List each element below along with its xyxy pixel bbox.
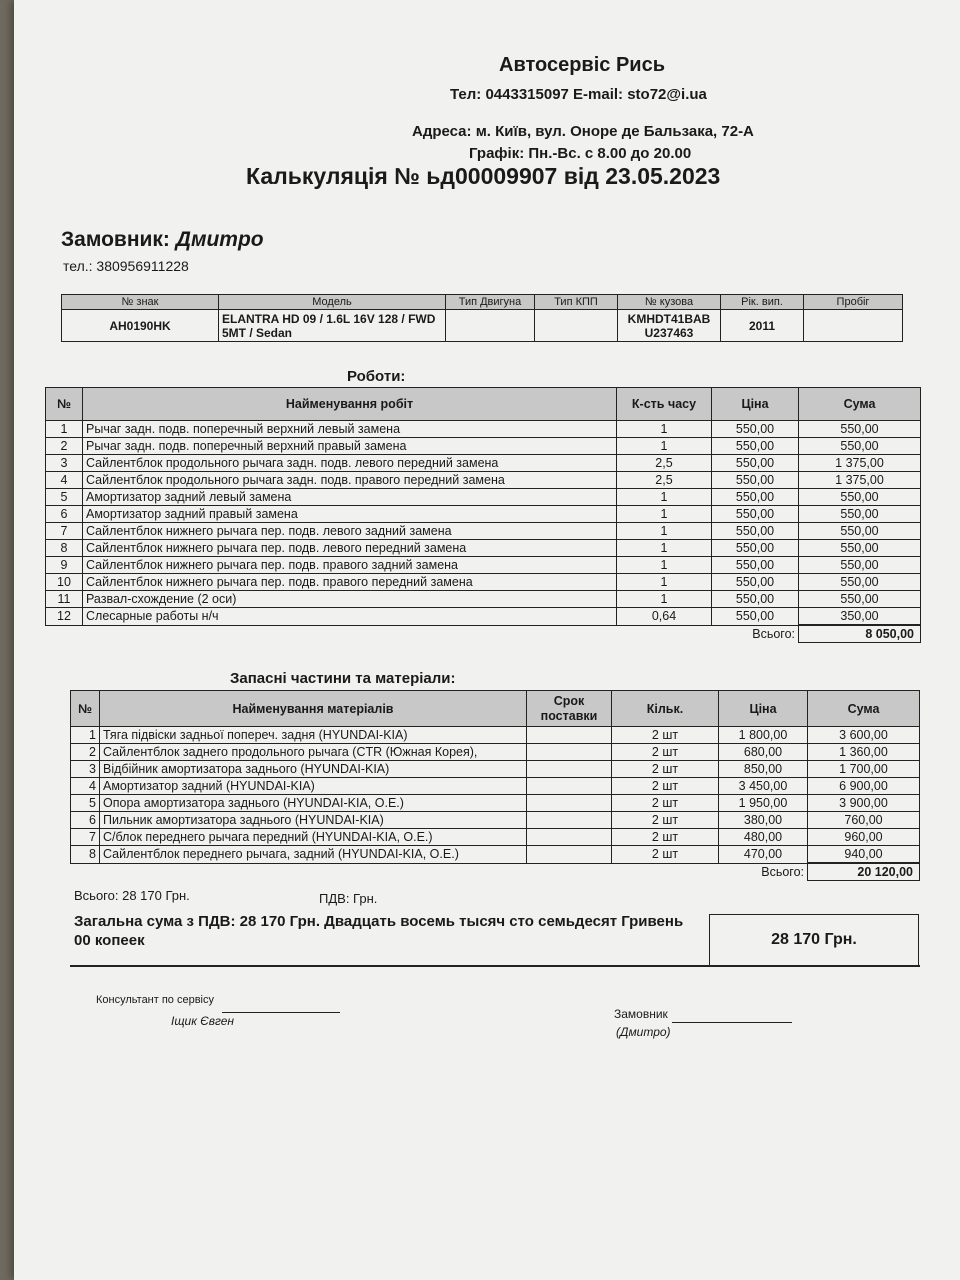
vehicle-header-cell: № кузова <box>618 295 721 310</box>
works-cell-sum: 550,00 <box>799 574 921 591</box>
vehicle-year: 2011 <box>721 310 804 342</box>
grand-total-text: Загальна сума з ПДВ: 28 170 Грн. Двадцать восемь тысяч сто семьдесят Гривень 00 копеек <box>74 913 684 949</box>
grand-total-box: 28 170 Грн. <box>709 914 919 966</box>
works-row <box>46 438 921 455</box>
works-cell-name: Сайлентблок нижнего рычага пер. подв. левого задний замена <box>83 523 617 540</box>
vehicle-data-row <box>62 310 903 342</box>
works-cell-price: 550,00 <box>712 523 799 540</box>
parts-cell-sum: 960,00 <box>808 829 920 846</box>
parts-cell-price: 850,00 <box>719 761 808 778</box>
works-cell-sum: 1 375,00 <box>799 455 921 472</box>
works-cell-sum: 550,00 <box>799 506 921 523</box>
works-cell-price: 550,00 <box>712 608 799 626</box>
consultant-label: Консультант по сервісу <box>96 994 215 1006</box>
works-cell-name: Развал-схождение (2 оси) <box>83 591 617 608</box>
parts-cell-price: 680,00 <box>719 744 808 761</box>
works-row <box>46 608 921 626</box>
works-table <box>45 387 921 643</box>
works-cell-name: Рычаг задн. подв. поперечный верхний правый замена <box>83 438 617 455</box>
vehicle-gearbox <box>535 310 618 342</box>
works-cell-name: Сайлентблок продольного рычага задн. подв. правого передний замена <box>83 472 617 489</box>
parts-cell-price: 380,00 <box>719 812 808 829</box>
summary-vat: ПДВ: Грн. <box>319 891 378 906</box>
vehicle-mileage <box>804 310 903 342</box>
parts-cell-sum: 1 360,00 <box>808 744 920 761</box>
parts-table <box>70 690 920 881</box>
works-cell-name: Слесарные работы н/ч <box>83 608 617 626</box>
parts-total-value: 20 120,00 <box>808 863 920 881</box>
works-cell-price: 550,00 <box>712 438 799 455</box>
works-cell-name: Амортизатор задний правый замена <box>83 506 617 523</box>
vehicle-engine <box>446 310 535 342</box>
works-row <box>46 472 921 489</box>
parts-cell-qty: 2 шт <box>612 846 719 864</box>
works-row <box>46 455 921 472</box>
parts-section-title: Запасні частини та матеріали: <box>230 670 456 687</box>
company-address: Адреса: м. Київ, вул. Оноре де Бальзака, 72-А <box>412 123 754 140</box>
works-row <box>46 591 921 608</box>
parts-cell-term <box>527 778 612 795</box>
parts-cell-price: 1 800,00 <box>719 727 808 744</box>
parts-row <box>71 744 920 761</box>
parts-cell-term <box>527 846 612 864</box>
works-row <box>46 540 921 557</box>
vehicle-model: ELANTRA HD 09 / 1.6L 16V 128 / FWD 5MT / Sedan <box>219 310 446 342</box>
parts-cell-term <box>527 744 612 761</box>
works-cell-name: Сайлентблок нижнего рычага пер. подв. правого передний замена <box>83 574 617 591</box>
parts-total-label: Всього: <box>761 865 804 879</box>
works-cell-qty: 1 <box>617 574 712 591</box>
works-cell-n: 9 <box>46 557 83 574</box>
works-total-value: 8 050,00 <box>799 625 921 643</box>
parts-cell-qty: 2 шт <box>612 778 719 795</box>
parts-cell-sum: 760,00 <box>808 812 920 829</box>
parts-cell-sum: 3 900,00 <box>808 795 920 812</box>
works-cell-qty: 1 <box>617 506 712 523</box>
parts-body <box>71 727 920 864</box>
vehicle-table <box>61 294 903 342</box>
works-cell-qty: 1 <box>617 438 712 455</box>
parts-cell-n: 3 <box>71 761 100 778</box>
parts-cell-n: 1 <box>71 727 100 744</box>
works-cell-n: 7 <box>46 523 83 540</box>
parts-header-cell: Кільк. <box>612 691 719 727</box>
parts-cell-price: 480,00 <box>719 829 808 846</box>
vehicle-header-cell: Пробіг <box>804 295 903 310</box>
parts-header-row <box>71 691 920 727</box>
parts-row <box>71 829 920 846</box>
company-name: Автосервіс Рись <box>499 54 666 76</box>
works-cell-n: 6 <box>46 506 83 523</box>
vehicle-header-cell: Тип Двигуна <box>446 295 535 310</box>
parts-header-cell: Найменування матеріалів <box>100 691 527 727</box>
works-cell-sum: 550,00 <box>799 591 921 608</box>
works-cell-qty: 0,64 <box>617 608 712 626</box>
parts-cell-sum: 3 600,00 <box>808 727 920 744</box>
parts-cell-n: 7 <box>71 829 100 846</box>
works-cell-n: 10 <box>46 574 83 591</box>
parts-cell-n: 5 <box>71 795 100 812</box>
parts-cell-qty: 2 шт <box>612 812 719 829</box>
parts-cell-term <box>527 812 612 829</box>
vehicle-header-cell: Модель <box>219 295 446 310</box>
works-header-row <box>46 388 921 421</box>
works-cell-n: 4 <box>46 472 83 489</box>
works-cell-sum: 550,00 <box>799 557 921 574</box>
parts-row <box>71 795 920 812</box>
parts-cell-sum: 1 700,00 <box>808 761 920 778</box>
works-cell-name: Сайлентблок нижнего рычага пер. подв. правого задний замена <box>83 557 617 574</box>
summary-total: Всього: 28 170 Грн. <box>74 888 190 903</box>
parts-cell-name: Відбійник амортизатора заднього (HYUNDAI-KIA) <box>100 761 527 778</box>
parts-cell-n: 2 <box>71 744 100 761</box>
parts-cell-price: 1 950,00 <box>719 795 808 812</box>
parts-header-cell: Ціна <box>719 691 808 727</box>
works-body <box>46 421 921 626</box>
works-cell-sum: 1 375,00 <box>799 472 921 489</box>
works-cell-n: 11 <box>46 591 83 608</box>
customer-signature-label: Замовник <box>614 1007 668 1021</box>
works-cell-sum: 550,00 <box>799 421 921 438</box>
parts-cell-name: Сайлентблок заднего продольного рычага (CTR (Южная Корея), <box>100 744 527 761</box>
works-cell-name: Амортизатор задний левый замена <box>83 489 617 506</box>
works-cell-price: 550,00 <box>712 540 799 557</box>
parts-row <box>71 778 920 795</box>
parts-cell-name: Сайлентблок переднего рычага, задний (HYUNDAI-KIA, O.E.) <box>100 846 527 864</box>
parts-cell-term <box>527 761 612 778</box>
works-row <box>46 574 921 591</box>
works-cell-price: 550,00 <box>712 591 799 608</box>
works-cell-qty: 1 <box>617 523 712 540</box>
customer-name: Дмитро <box>175 228 264 251</box>
parts-cell-sum: 940,00 <box>808 846 920 864</box>
vehicle-header-row <box>62 295 903 310</box>
works-cell-sum: 350,00 <box>799 608 921 626</box>
calculation-title: Калькуляція № ьд00009907 від 23.05.2023 <box>246 163 721 189</box>
customer-label: Замовник: <box>61 228 170 251</box>
parts-cell-qty: 2 шт <box>612 829 719 846</box>
parts-cell-price: 3 450,00 <box>719 778 808 795</box>
consultant-name: Іщик Євген <box>171 1014 235 1028</box>
parts-header-cell: Сума <box>808 691 920 727</box>
parts-cell-name: Тяга підвіски задньої попереч. задня (HYUNDAI-KIA) <box>100 727 527 744</box>
works-total-label: Всього: <box>752 627 795 641</box>
works-cell-price: 550,00 <box>712 506 799 523</box>
parts-cell-name: Опора амортизатора заднього (HYUNDAI-KIA, O.E.) <box>100 795 527 812</box>
works-section-title: Роботи: <box>347 368 406 385</box>
consultant-signature-line <box>222 1012 340 1013</box>
parts-cell-name: С/блок переднего рычага передний (HYUNDAI-KIA, O.E.) <box>100 829 527 846</box>
works-cell-name: Сайлентблок продольного рычага задн. подв. левого передний замена <box>83 455 617 472</box>
vehicle-plate: AH0190HK <box>62 310 219 342</box>
works-header-cell: № <box>46 388 83 421</box>
works-row <box>46 421 921 438</box>
vehicle-header-cell: № знак <box>62 295 219 310</box>
works-row <box>46 523 921 540</box>
parts-cell-term <box>527 795 612 812</box>
works-cell-n: 2 <box>46 438 83 455</box>
parts-cell-name: Амортизатор задний (HYUNDAI-KIA) <box>100 778 527 795</box>
works-cell-sum: 550,00 <box>799 438 921 455</box>
parts-cell-n: 6 <box>71 812 100 829</box>
works-cell-n: 3 <box>46 455 83 472</box>
company-contacts: Тел: 0443315097 E-mail: sto72@i.ua <box>450 86 707 103</box>
works-row <box>46 506 921 523</box>
works-header-cell: Сума <box>799 388 921 421</box>
works-cell-sum: 550,00 <box>799 540 921 557</box>
document-sheet <box>14 0 960 1280</box>
works-cell-qty: 1 <box>617 421 712 438</box>
customer-phone: тел.: 380956911228 <box>63 258 189 274</box>
vehicle-header-cell: Тип КПП <box>535 295 618 310</box>
works-cell-n: 1 <box>46 421 83 438</box>
works-cell-price: 550,00 <box>712 557 799 574</box>
works-cell-price: 550,00 <box>712 472 799 489</box>
parts-cell-term <box>527 727 612 744</box>
vehicle-vin: KMHDT41BAB U237463 <box>618 310 721 342</box>
works-cell-name: Сайлентблок нижнего рычага пер. подв. левого передний замена <box>83 540 617 557</box>
works-cell-price: 550,00 <box>712 421 799 438</box>
parts-total-row <box>71 863 920 881</box>
works-cell-qty: 1 <box>617 489 712 506</box>
parts-row <box>71 846 920 864</box>
works-cell-qty: 2,5 <box>617 455 712 472</box>
works-cell-qty: 1 <box>617 591 712 608</box>
parts-cell-name: Пильник амортизатора заднього (HYUNDAI-KIA) <box>100 812 527 829</box>
works-header-cell: Ціна <box>712 388 799 421</box>
parts-cell-qty: 2 шт <box>612 761 719 778</box>
works-cell-qty: 2,5 <box>617 472 712 489</box>
parts-header-cell: Срок поставки <box>527 691 612 727</box>
parts-header-cell: № <box>71 691 100 727</box>
works-cell-n: 5 <box>46 489 83 506</box>
works-cell-qty: 1 <box>617 557 712 574</box>
works-cell-n: 12 <box>46 608 83 626</box>
parts-cell-qty: 2 шт <box>612 727 719 744</box>
parts-cell-qty: 2 шт <box>612 795 719 812</box>
company-schedule: Графік: Пн.-Вс. с 8.00 до 20.00 <box>469 145 692 162</box>
works-header-cell: К-сть часу <box>617 388 712 421</box>
customer-signature-line <box>672 1022 792 1023</box>
works-cell-n: 8 <box>46 540 83 557</box>
parts-cell-sum: 6 900,00 <box>808 778 920 795</box>
parts-row <box>71 727 920 744</box>
works-total-row <box>46 625 921 643</box>
parts-row <box>71 761 920 778</box>
parts-cell-qty: 2 шт <box>612 744 719 761</box>
works-cell-price: 550,00 <box>712 455 799 472</box>
customer-signature-name: (Дмитро) <box>616 1025 671 1039</box>
parts-cell-price: 470,00 <box>719 846 808 864</box>
vehicle-header-cell: Рік. вип. <box>721 295 804 310</box>
works-cell-qty: 1 <box>617 540 712 557</box>
customer-line <box>61 228 264 252</box>
works-row <box>46 557 921 574</box>
works-header-cell: Найменування робіт <box>83 388 617 421</box>
works-cell-price: 550,00 <box>712 489 799 506</box>
parts-cell-n: 4 <box>71 778 100 795</box>
parts-cell-n: 8 <box>71 846 100 864</box>
works-cell-sum: 550,00 <box>799 523 921 540</box>
parts-row <box>71 812 920 829</box>
works-row <box>46 489 921 506</box>
works-cell-name: Рычаг задн. подв. поперечный верхний левый замена <box>83 421 617 438</box>
works-cell-sum: 550,00 <box>799 489 921 506</box>
parts-cell-term <box>527 829 612 846</box>
works-cell-price: 550,00 <box>712 574 799 591</box>
divider-line <box>70 965 920 967</box>
